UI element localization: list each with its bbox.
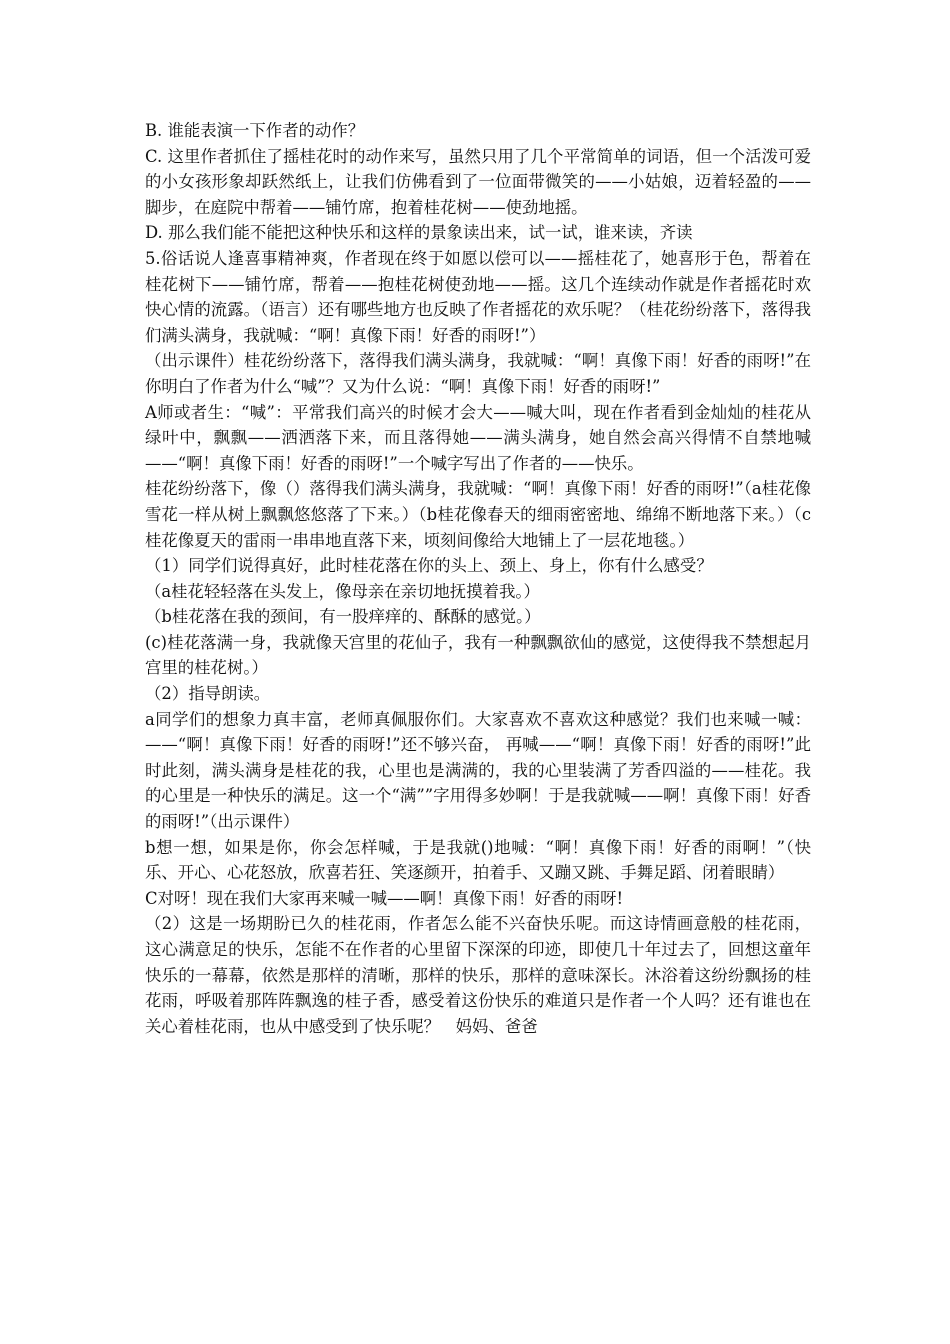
paragraph-answer-c: (c)桂花落满一身，我就像天宫里的花仙子，我有一种飘飘欲仙的感觉，这使得我不禁想起月宫里的桂花树。）: [145, 632, 811, 678]
paragraph-answer-a: （a桂花轻轻落在头发上，像母亲在亲切地抚摸着我。）: [145, 581, 540, 601]
paragraph-question-1-feelings: （1）同学们说得真好，此时桂花落在你的头上、颈上、身上，你有什么感受？: [145, 556, 713, 576]
paragraph-osmanthus-rain-reflection: （2）这是一场期盼已久的桂花雨，作者怎么能不兴奋快乐呢。而这诗情画意般的桂花雨，这心满意足的快乐，怎能不在作者的心里留下深深的印迹，即使几十年过去了，回想这童年快乐的一幕幕，依然是那样的清晰，那样的快乐，那样的意味深长。沐浴着这纷纷飘扬的桂花雨，呼吸着那阵阵飘逸的桂子香，感受着这份快乐的难道只是作者一个人吗？还有谁也在关心着桂花雨，也从中感受到了快乐呢？ 妈妈、爸爸: [145, 914, 811, 1036]
paragraph-c-shout-together: C对呀！现在我们大家再来喊一喊——啊！真像下雨！好香的雨呀!: [145, 888, 624, 908]
paragraph-falling-osmanthus-similes: 桂花纷纷落下，像（）落得我们满头满身，我就喊：“啊！真像下雨！好香的雨呀!”（a桂花像雪花一样从树上飘飘悠悠落了下来。）（b桂花像春天的细雨密密地、绵绵不断地落下来。）（c桂花像夏天的雷雨一串串地直落下来，顷刻间像给大地铺上了一层花地毯。）: [145, 479, 811, 550]
paragraph-guided-reading: （2）指导朗读。: [145, 684, 271, 704]
paragraph-a-teacher-or-student: A师或者生：“喊”：平常我们高兴的时候才会大——喊大叫，现在作者看到金灿灿的桂花从绿叶中，飘飘——洒洒落下来，而且落得她——满头满身，她自然会高兴得情不自禁地喊——“啊！真像下雨！好香的雨呀!”一个喊字写出了作者的——快乐。: [145, 402, 811, 473]
document-body: [145, 118, 811, 1039]
paragraph-a-imagination: a同学们的想象力真丰富，老师真佩服你们。大家喜欢不喜欢这种感觉？我们也来喊一喊：——“啊！真像下雨！好香的雨呀!”还不够兴奋， 再喊——“啊！真像下雨！好香的雨呀!”此时此刻，满头满身是桂花的我，心里也是满满的，我的心里装满了芳香四溢的——桂花。我的心里是一种快乐的满足。这一个“满””字用得多妙啊！于是我就喊——啊！真像下雨！好香的雨呀!”（出示课件）: [145, 709, 811, 832]
paragraph-b-perform-action: B. 谁能表演一下作者的动作？: [145, 121, 365, 140]
paragraph-answer-b: （b桂花落在我的颈间，有一股痒痒的、酥酥的感觉。）: [145, 607, 541, 627]
paragraph-b-how-to-shout: b想一想，如果是你，你会怎样喊，于是我就()地喊：“啊！真像下雨！好香的雨啊！”（快乐、开心、心花怒放，欣喜若狂、笑逐颜开，拍着手、又蹦又跳、手舞足蹈、闭着眼睛）: [145, 837, 811, 883]
paragraph-show-courseware: （出示课件）桂花纷纷落下，落得我们满头满身，我就喊：“啊！真像下雨！好香的雨呀!”在你明白了作者为什么“喊”？又为什么说：“啊！真像下雨！好香的雨呀!”: [145, 351, 811, 396]
paragraph-c-action-analysis: C. 这里作者抓住了摇桂花时的动作来写，虽然只用了几个平常简单的词语，但一个活泼可爱的小女孩形象却跃然纸上，让我们仿佛看到了一位面带微笑的——小姑娘，迈着轻盈的——脚步，在庭院中帮着——铺竹席，抱着桂花树——使劲地摇。: [145, 146, 811, 217]
paragraph-5-joyful-mood: 5.俗话说人逢喜事精神爽，作者现在终于如愿以偿可以——摇桂花了，她喜形于色，帮着在桂花树下——铺竹席，帮着——抱桂花树使劲地——摇。这几个连续动作就是作者摇花时欢快心情的流露。（语言）还有哪些地方也反映了作者摇花的欢乐呢？（桂花纷纷落下，落得我们满头满身，我就喊：“啊！真像下雨！好香的雨呀!”）: [145, 248, 811, 345]
paragraph-d-read-aloud: D. 那么我们能不能把这种快乐和这样的景象读出来，试一试，谁来读，齐读: [145, 223, 693, 243]
